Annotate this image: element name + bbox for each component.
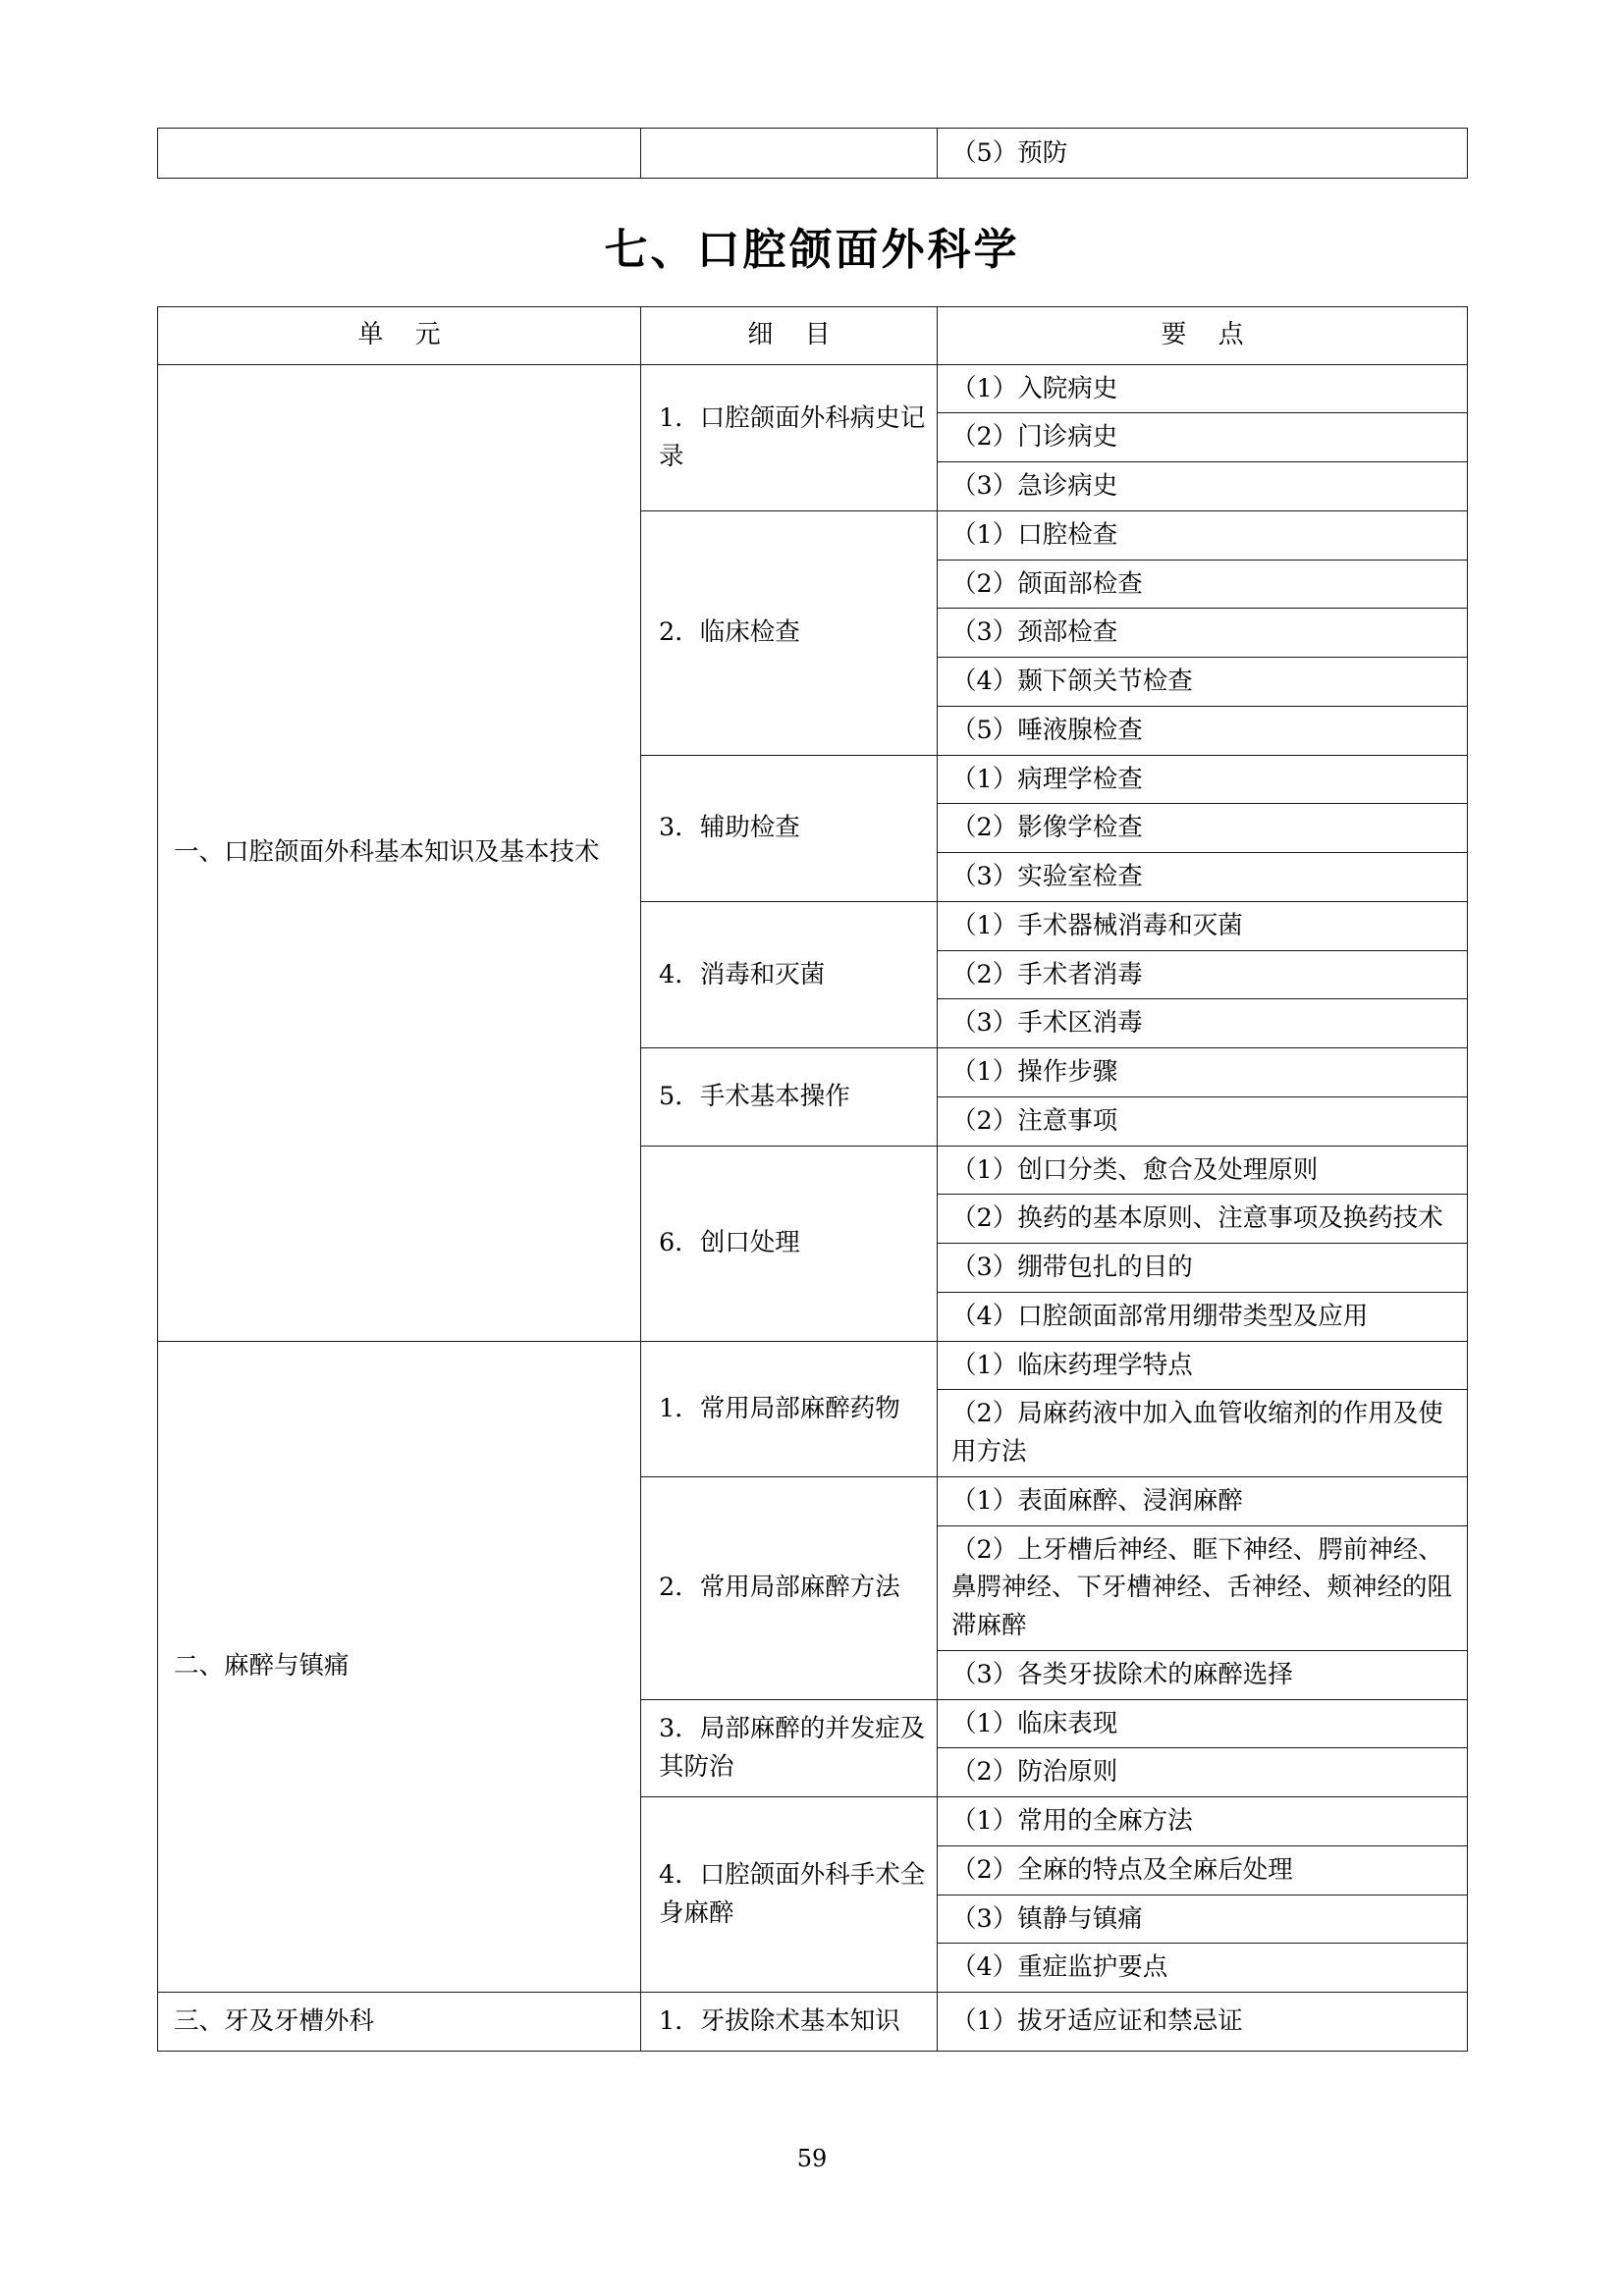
syllabus-table bbox=[157, 306, 1468, 2052]
column-header-detail: 细 目 bbox=[641, 307, 938, 365]
point-cell: （1）拔牙适应证和禁忌证 bbox=[938, 1993, 1468, 2052]
point-cell: （1）常用的全麻方法 bbox=[938, 1797, 1468, 1846]
point-cell: （3）镇静与镇痛 bbox=[938, 1895, 1468, 1944]
point-cell: （4）颞下颌关节检查 bbox=[938, 658, 1468, 707]
point-cell: （2）颌面部检查 bbox=[938, 560, 1468, 609]
detail-cell: 3．辅助检查 bbox=[641, 755, 938, 901]
point-cell: （2）防治原则 bbox=[938, 1748, 1468, 1797]
table-header-row bbox=[158, 307, 1468, 365]
point-cell: （2）门诊病史 bbox=[938, 413, 1468, 462]
detail-cell: 4．口腔颌面外科手术全身麻醉 bbox=[641, 1797, 938, 1993]
point-cell: （3）实验室检查 bbox=[938, 853, 1468, 902]
point-cell: （1）手术器械消毒和灭菌 bbox=[938, 901, 1468, 950]
unit-cell: 三、牙及牙槽外科 bbox=[158, 1993, 641, 2052]
unit-cell: 二、麻醉与镇痛 bbox=[158, 1341, 641, 1993]
column-header-point: 要 点 bbox=[938, 307, 1468, 365]
detail-cell: 1．牙拔除术基本知识 bbox=[641, 1993, 938, 2052]
table-row bbox=[158, 1993, 1468, 2052]
unit-cell: 一、口腔颌面外科基本知识及基本技术 bbox=[158, 364, 641, 1341]
point-cell: （4）重症监护要点 bbox=[938, 1944, 1468, 1993]
detail-cell: 3．局部麻醉的并发症及其防治 bbox=[641, 1699, 938, 1797]
point-cell: （5）唾液腺检查 bbox=[938, 706, 1468, 755]
page-title: 七、口腔颌面外科学 bbox=[604, 225, 1020, 275]
detail-cell: 6．创口处理 bbox=[641, 1146, 938, 1341]
continuation-point-cell: （5）预防 bbox=[938, 129, 1468, 179]
detail-cell: 2．常用局部麻醉方法 bbox=[641, 1476, 938, 1699]
point-cell: （1）口腔检查 bbox=[938, 510, 1468, 560]
point-cell: （2）全麻的特点及全麻后处理 bbox=[938, 1845, 1468, 1895]
detail-cell: 5．手术基本操作 bbox=[641, 1048, 938, 1147]
point-cell: （3）手术区消毒 bbox=[938, 999, 1468, 1048]
point-cell: （1）操作步骤 bbox=[938, 1048, 1468, 1097]
continuation-unit-cell bbox=[158, 129, 641, 179]
detail-cell: 1．常用局部麻醉药物 bbox=[641, 1341, 938, 1476]
point-cell: （2）手术者消毒 bbox=[938, 950, 1468, 999]
detail-cell: 1．口腔颌面外科病史记录 bbox=[641, 364, 938, 510]
point-cell: （4）口腔颌面部常用绷带类型及应用 bbox=[938, 1292, 1468, 1341]
point-cell: （1）入院病史 bbox=[938, 364, 1468, 413]
point-cell: （2）注意事项 bbox=[938, 1096, 1468, 1146]
detail-cell: 4．消毒和灭菌 bbox=[641, 901, 938, 1047]
continuation-detail-cell bbox=[641, 129, 938, 179]
point-cell: （3）绷带包扎的目的 bbox=[938, 1244, 1468, 1293]
point-cell: （3）颈部检查 bbox=[938, 609, 1468, 658]
point-cell: （2）换药的基本原则、注意事项及换药技术 bbox=[938, 1195, 1468, 1244]
point-cell: （2）局麻药液中加入血管收缩剂的作用及使用方法 bbox=[938, 1390, 1468, 1477]
table-row bbox=[158, 1341, 1468, 1390]
point-cell: （2）上牙槽后神经、眶下神经、腭前神经、鼻腭神经、下牙槽神经、舌神经、颊神经的阻滞麻醉 bbox=[938, 1525, 1468, 1650]
table-row bbox=[158, 364, 1468, 413]
point-cell: （3）急诊病史 bbox=[938, 462, 1468, 511]
point-cell: （1）临床药理学特点 bbox=[938, 1341, 1468, 1390]
point-cell: （1）病理学检查 bbox=[938, 755, 1468, 804]
detail-cell: 2．临床检查 bbox=[641, 510, 938, 755]
point-cell: （1）临床表现 bbox=[938, 1699, 1468, 1748]
point-cell: （2）影像学检查 bbox=[938, 804, 1468, 853]
table-row bbox=[158, 129, 1468, 179]
point-cell: （1）表面麻醉、浸润麻醉 bbox=[938, 1476, 1468, 1525]
page-number: 59 bbox=[796, 2145, 828, 2172]
point-cell: （3）各类牙拔除术的麻醉选择 bbox=[938, 1650, 1468, 1699]
continuation-table bbox=[157, 128, 1468, 179]
column-header-unit: 单 元 bbox=[158, 307, 641, 365]
point-cell: （1）创口分类、愈合及处理原则 bbox=[938, 1146, 1468, 1195]
